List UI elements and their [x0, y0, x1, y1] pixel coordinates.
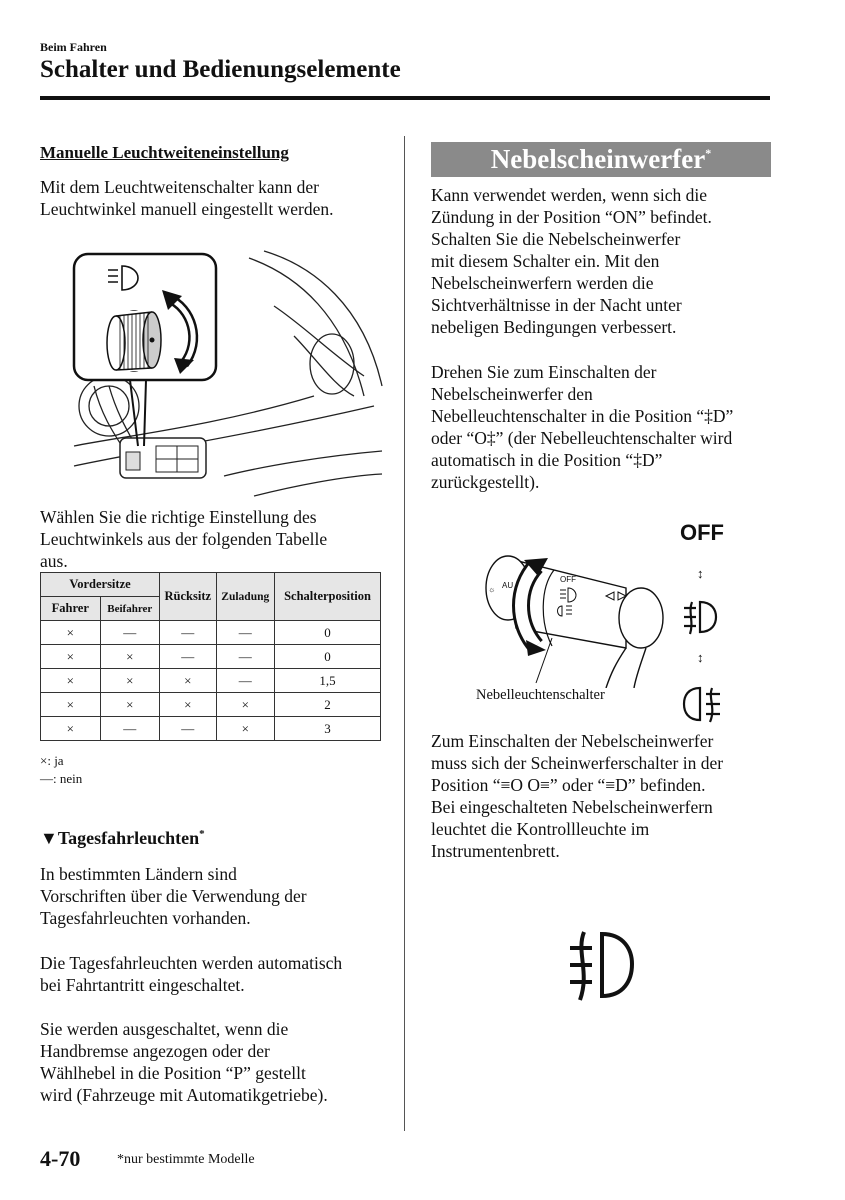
- section-label: Beim Fahren: [40, 40, 107, 54]
- table-header-zuladung: Zuladung: [216, 573, 275, 621]
- table-intro: Wählen Sie die richtige Einstellung des Leuchtwinkels aus der folgenden Tabelle aus.: [40, 507, 328, 571]
- updown-arrow-icon: ↕: [697, 650, 704, 665]
- nebel-paragraph-3: Zum Einschalten der Nebelscheinwerfer muss sich der Scheinwerferschalter in der Position “≡O O≡” oder “≡D” befinden. Bei eingeschalteten Nebelscheinwerfern leuchtet die Kontrollleuchte im Instrumentenbrett.: [431, 731, 724, 861]
- fog-indicator-icon: [566, 928, 636, 1003]
- chapter-title: Schalter und Bedienungselemente: [40, 56, 401, 83]
- leveling-table: [40, 572, 381, 741]
- page-number: 4-70: [40, 1146, 81, 1171]
- leuchtweite-intro: Mit dem Leuchtweitenschalter kann der Leuchtwinkel manuell eingestellt werden.: [40, 177, 334, 219]
- legend-yes: ×: ja: [40, 753, 64, 768]
- table-row: × — — — 0: [41, 621, 381, 645]
- footnote: *nur bestimmte Modelle: [117, 1152, 255, 1167]
- table-header-fahrer: Fahrer: [41, 597, 101, 621]
- nebelscheinwerfer-banner: Nebelscheinwerfer*: [431, 142, 771, 177]
- legend-no: —: nein: [40, 771, 83, 786]
- nebel-paragraph-2: Drehen Sie zum Einschalten der Nebelscheinwerfer den Nebelleuchtenschalter in die Position “‡D” oder “O‡” (der Nebelleuchtenschalter wird automatisch in die Position “‡D” zurückgestellt).: [431, 362, 734, 492]
- dtl-heading: ▼Tagesfahrleuchten*: [40, 828, 205, 848]
- table-row: × × × — 1,5: [41, 669, 381, 693]
- dtl-paragraph-3: Sie werden ausgeschaltet, wenn die Handbremse angezogen oder der Wählhebel in die Position “P” gestellt wird (Fahrzeuge mit Automatikgetriebe).: [40, 1019, 328, 1105]
- table-header-vordersitze: Vordersitze: [41, 573, 160, 597]
- table-header-beifahrer: Beifahrer: [100, 597, 160, 621]
- off-label: OFF: [680, 520, 724, 545]
- triangle-down-icon: ▼: [40, 828, 58, 848]
- fog-switch-illustration: [476, 548, 666, 688]
- rear-fog-light-icon: [682, 684, 722, 724]
- front-fog-light-icon: [682, 598, 718, 636]
- table-header-schalterposition: Schalterposition: [275, 573, 381, 621]
- table-header-ruecksitz: Rücksitz: [160, 573, 216, 621]
- dtl-paragraph-2: Die Tagesfahrleuchten werden automatisch bei Fahrtantritt eingeschaltet.: [40, 953, 343, 995]
- leveling-switch-illustration: [64, 246, 384, 501]
- svg-text:☼: ☼: [488, 585, 496, 594]
- switch-caption: Nebelleuchtenschalter: [476, 687, 605, 703]
- table-row: × × — — 0: [41, 645, 381, 669]
- column-divider: [404, 136, 405, 1131]
- svg-text:OFF: OFF: [560, 575, 576, 584]
- nebel-paragraph-1: Kann verwendet werden, wenn sich die Zündung in der Position “ON” befindet. Schalten Sie die Nebelscheinwerfer mit diesem Schalter ein. Mit den Nebelscheinwerfern werden die Sichtverhältnisse in der Nacht unter nebeligen Bedingungen verbessert.: [431, 185, 712, 337]
- dtl-paragraph-1: In bestimmten Ländern sind Vorschriften über die Verwendung der Tagesfahrleuchten vorhanden.: [40, 864, 307, 928]
- header-rule: [40, 96, 770, 100]
- table-row: × — — × 3: [41, 717, 381, 741]
- updown-arrow-icon: ↕: [697, 566, 704, 581]
- leuchtweite-heading: Manuelle Leuchtweiteneinstellung: [40, 143, 289, 162]
- table-row: × × × × 2: [41, 693, 381, 717]
- svg-text:AU: AU: [502, 581, 514, 590]
- table-legend: [40, 752, 82, 788]
